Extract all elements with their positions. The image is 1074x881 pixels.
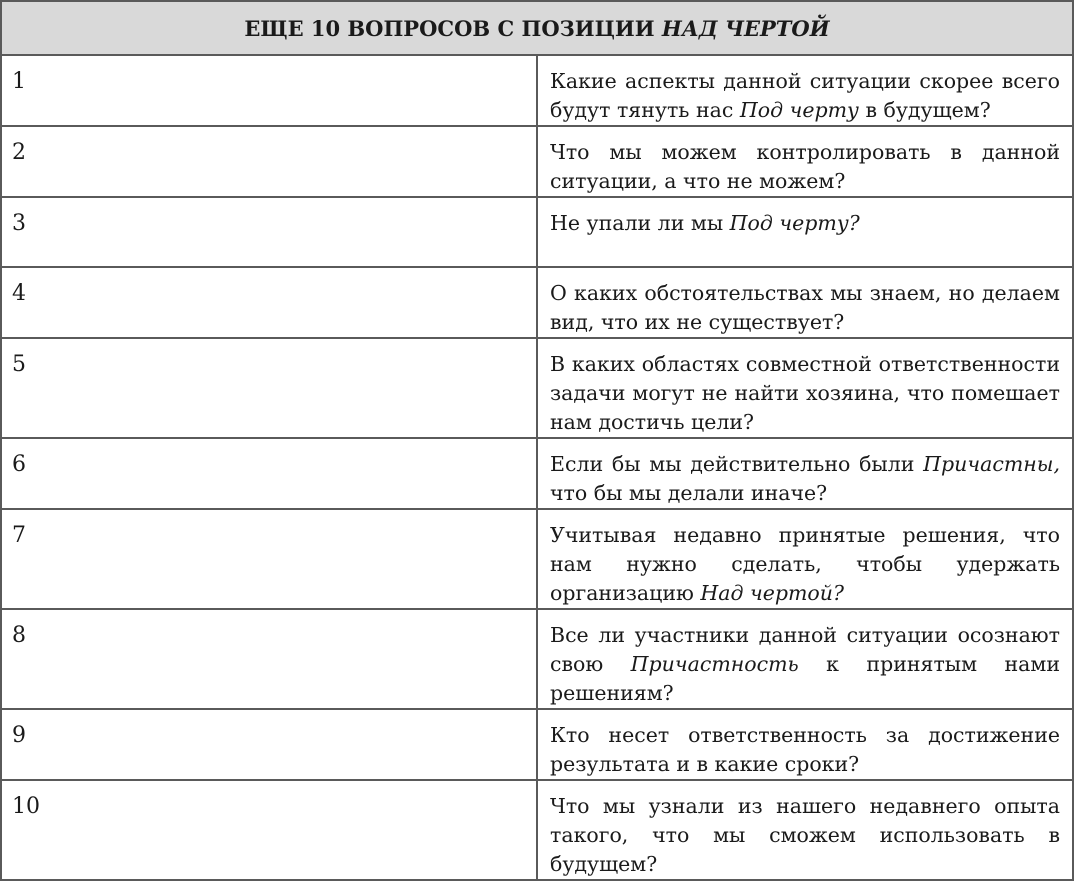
question-text [537,780,1073,880]
row-number: 3 [1,197,537,267]
question-text [537,197,1073,267]
table-row [1,509,1073,609]
row-number: 1 [1,55,537,126]
table-row [1,438,1073,509]
table-row [1,55,1073,126]
row-number: 5 [1,338,537,438]
question-text-part: Все ли участники данной ситуации осознают свою [550,623,1060,676]
question-text-part: Не упали ли мы [550,211,730,235]
row-number: 8 [1,609,537,709]
question-text [537,709,1073,780]
question-text-italic: Причастность [630,652,799,676]
question-text-part: Учитывая недавно принятые решения, что нам нужно сделать, чтобы удержать организацию [550,523,1060,605]
question-text-part: Если бы мы действительно были [550,452,924,476]
table-row [1,780,1073,880]
table-row [1,267,1073,338]
table-title [1,1,1073,55]
question-text-italic: Под черту [739,98,859,122]
question-text-part: в будущем? [858,98,991,122]
question-text [537,338,1073,438]
question-text-part: что бы мы делали иначе? [550,481,828,505]
question-text-italic: Над чертой? [700,581,844,605]
table-row [1,338,1073,438]
question-text-part: к принятым нами решениям? [550,652,1060,705]
question-text-part: Что мы узнали из нашего недавнего опыта такого, что мы сможем использовать в будущем? [550,794,1060,876]
table-row [1,197,1073,267]
question-text-part: Какие аспекты данной ситуации скорее всего будут тянуть нас [550,69,1060,122]
row-number: 10 [1,780,537,880]
table-row [1,709,1073,780]
question-text-italic: Причастны, [923,452,1060,476]
table-row [1,609,1073,709]
question-text [537,509,1073,609]
question-text-italic: Под черту? [729,211,860,235]
question-text-part: В каких областях совместной ответственности задачи могут не найти хозяина, что помешает нам достичь цели? [550,352,1060,434]
question-text [537,55,1073,126]
row-number: 6 [1,438,537,509]
question-text [537,126,1073,197]
row-number: 2 [1,126,537,197]
row-number: 7 [1,509,537,609]
row-number: 4 [1,267,537,338]
question-text [537,267,1073,338]
table-title-italic: НАД ЧЕРТОЙ [661,15,830,41]
question-text [537,438,1073,509]
table-row [1,126,1073,197]
question-text-part: Кто несет ответственность за достижение результата и в какие сроки? [550,723,1060,776]
table-title-plain: ЕЩЕ 10 ВОПРОСОВ С ПОЗИЦИИ [244,15,662,41]
question-text-part: Что мы можем контролировать в данной ситуации, а что не можем? [550,140,1060,193]
question-text-part: О каких обстоятельствах мы знаем, но делаем вид, что их не существует? [550,281,1060,334]
row-number: 9 [1,709,537,780]
table-header-row [1,1,1073,55]
question-text [537,609,1073,709]
